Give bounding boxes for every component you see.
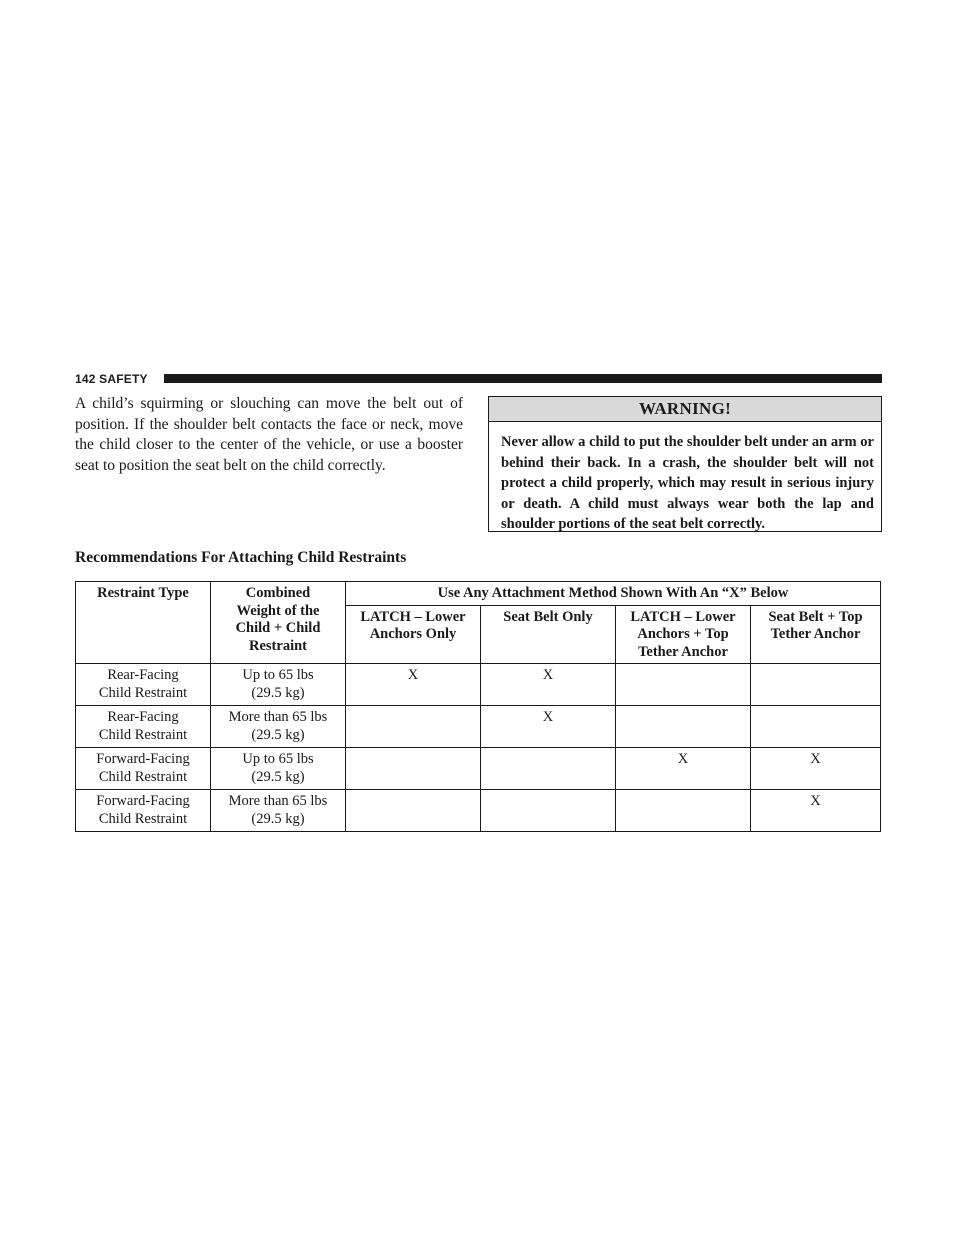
header-latch-lower-anchors-only: LATCH – Lower Anchors Only: [346, 605, 481, 664]
child-restraint-table: [75, 581, 881, 832]
header-seat-belt-only: Seat Belt Only: [481, 605, 616, 664]
cell-weight: More than 65 lbs (29.5 kg): [211, 790, 346, 832]
warning-title: WARNING!: [489, 397, 881, 422]
cell-weight: More than 65 lbs (29.5 kg): [211, 706, 346, 748]
table-row: [76, 790, 881, 832]
table-row: [76, 664, 881, 706]
section-heading: Recommendations For Attaching Child Restraints: [75, 549, 407, 566]
cell-mark: X: [751, 790, 881, 832]
page-number: 142: [75, 372, 96, 386]
cell-mark: [751, 664, 881, 706]
cell-mark: X: [481, 664, 616, 706]
header-latch-lower-anchors-top-tether: LATCH – Lower Anchors + Top Tether Anchor: [616, 605, 751, 664]
table-row: [76, 706, 881, 748]
warning-text: Never allow a child to put the shoulder belt under an arm or behind their back. In a crash, the shoulder belt will not protect a child properly, which may result in serious injury or death. A child must always wear both the lap and shoulder portions of the seat belt correctly.: [501, 434, 874, 532]
cell-restraint-type: Rear-Facing Child Restraint: [76, 706, 211, 748]
cell-weight: Up to 65 lbs (29.5 kg): [211, 664, 346, 706]
body-paragraph: A child’s squirming or slouching can move the belt out of position. If the shoulder belt contacts the face or neck, move the child closer to the center of the vehicle, or use a booster seat to position the seat belt on the child correctly.: [75, 395, 463, 474]
cell-weight: Up to 65 lbs (29.5 kg): [211, 748, 346, 790]
page-number-section: [75, 372, 148, 386]
header-seat-belt-top-tether: Seat Belt + Top Tether Anchor: [751, 605, 881, 664]
cell-restraint-type: Forward-Facing Child Restraint: [76, 790, 211, 832]
cell-mark: [616, 790, 751, 832]
cell-mark: [346, 790, 481, 832]
page-header: [75, 372, 882, 386]
header-restraint-type: Restraint Type: [76, 582, 211, 664]
cell-mark: [346, 706, 481, 748]
cell-mark: [481, 790, 616, 832]
cell-restraint-type: Forward-Facing Child Restraint: [76, 748, 211, 790]
cell-restraint-type: Rear-Facing Child Restraint: [76, 664, 211, 706]
cell-mark: X: [751, 748, 881, 790]
header-rule: [164, 374, 882, 383]
cell-mark: [616, 706, 751, 748]
cell-mark: X: [346, 664, 481, 706]
cell-mark: [346, 748, 481, 790]
section-name: SAFETY: [99, 372, 148, 386]
header-attachment-method-group: Use Any Attachment Method Shown With An “X” Below: [346, 582, 881, 606]
table-header-row: [76, 582, 881, 606]
cell-mark: [481, 748, 616, 790]
header-combined-weight: Combined Weight of the Child + Child Restraint: [211, 582, 346, 664]
warning-box: [488, 396, 882, 532]
cell-mark: X: [481, 706, 616, 748]
table-row: [76, 748, 881, 790]
cell-mark: [751, 706, 881, 748]
cell-mark: X: [616, 748, 751, 790]
cell-mark: [616, 664, 751, 706]
